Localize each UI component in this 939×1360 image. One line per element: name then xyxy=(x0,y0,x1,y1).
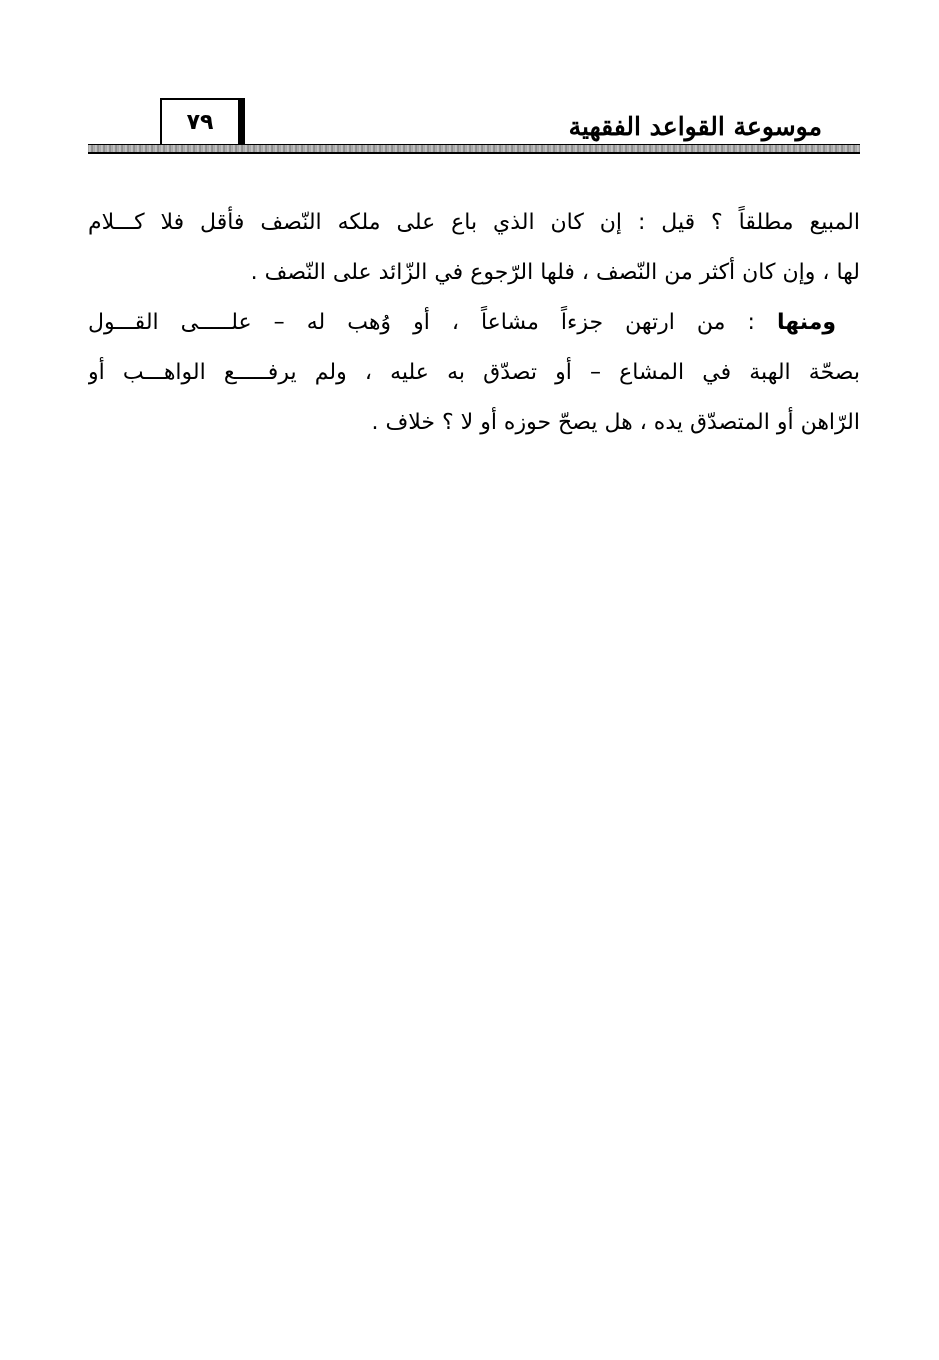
paragraph-text: : من ارتهن جزءاً مشاعاً ، أو وُهب له – علـــــى القـــول xyxy=(88,310,777,335)
page-number-box xyxy=(160,98,240,147)
paragraph-start-line xyxy=(88,298,860,348)
body-text xyxy=(88,198,860,448)
page-number: ٧٩ xyxy=(186,110,214,135)
text-line: لها ، وإن كان أكثر من النّصف ، فلها الرّجوع في الزّائد على النّصف . xyxy=(250,260,860,285)
paragraph-lead-word: ومنها xyxy=(776,310,836,335)
text-line: المبيع مطلقاً ؟ قيل : إن كان الذي باع على ملكه النّصف فأقل فلا كـــلام xyxy=(88,210,860,235)
text-line: الرّاهن أو المتصدّق يده ، هل يصحّ حوزه أو لا ؟ خلاف . xyxy=(371,410,860,435)
header-rule xyxy=(88,144,860,154)
page-header xyxy=(88,98,860,158)
book-title: موسوعة القواعد الفقهية xyxy=(568,112,822,141)
text-line: بصحّة الهبة في المشاع – أو تصدّق به عليه ، ولم يرفـــــع الواهـــب أو xyxy=(88,360,860,385)
